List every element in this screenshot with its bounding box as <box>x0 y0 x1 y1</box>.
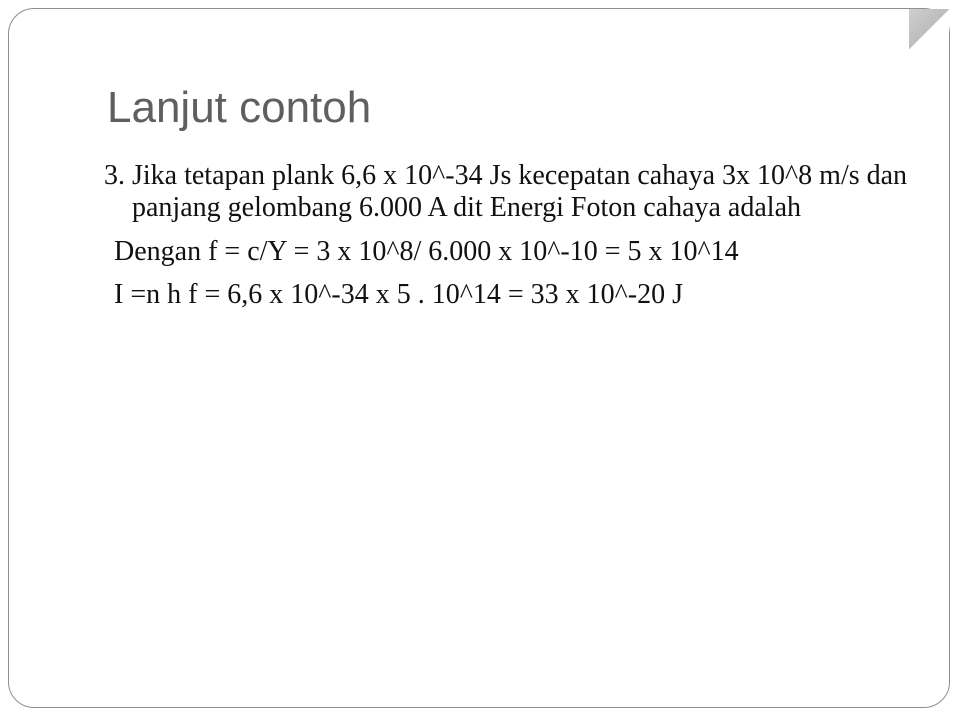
calculation-line-energy: I =n h f = 6,6 x 10^-34 x 5 . 10^14 = 33 x 10^-20 J <box>114 278 683 310</box>
example-item-3: 3. Jika tetapan plank 6,6 x 10^-34 Js kecepatan cahaya 3x 10^8 m/s dan panjang gelombang 6.000 A dit Energi Foton cahaya adalah <box>104 160 908 224</box>
corner-fold-decoration <box>909 9 949 49</box>
calculation-line-frequency: Dengan f = c/Y = 3 x 10^8/ 6.000 x 10^-10 = 5 x 10^14 <box>114 236 739 268</box>
slide-title: Lanjut contoh <box>107 83 372 132</box>
slide-body <box>104 160 924 321</box>
